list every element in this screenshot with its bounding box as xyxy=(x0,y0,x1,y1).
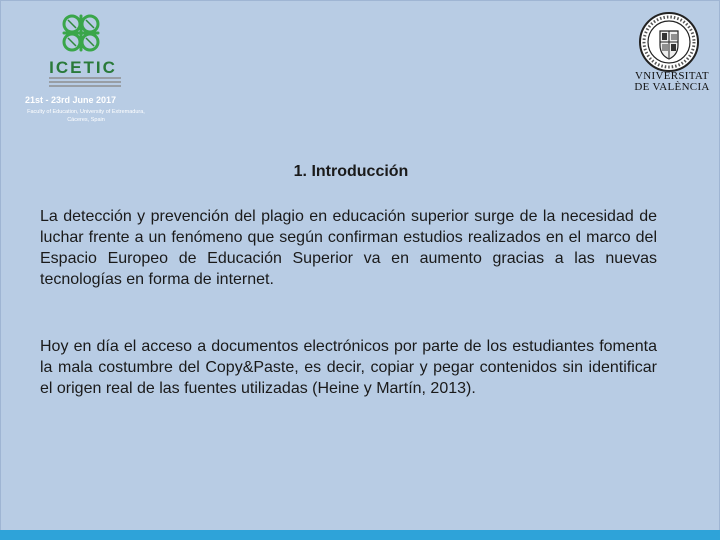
conference-place: Faculty of Education, University of Extremadura, Cáceres, Spain xyxy=(27,109,145,123)
icetic-logo xyxy=(13,11,153,121)
university-logo xyxy=(633,11,711,97)
paragraph-1: La detección y prevención del plagio en educación superior surge de la necesidad de luchar frente a un fenómeno que según confirman estudios realizados en el marco del Espacio Europeo de Educación Superior va en aumento gracias a las nuevas tecnologías en forma de internet. xyxy=(40,208,657,288)
logo-name: ICETIC xyxy=(49,58,117,77)
conference-dates: 21st - 23rd June 2017 xyxy=(25,95,117,105)
university-name-line1: VNIVERSITAT xyxy=(635,70,709,82)
logo-tagline-lines xyxy=(49,77,121,87)
university-name xyxy=(633,71,711,93)
section-title: 1. Introducción xyxy=(293,163,409,180)
university-seal-icon xyxy=(638,11,700,73)
bottom-accent-bar xyxy=(0,530,720,540)
paragraph-2: Hoy en día el acceso a documentos electrónicos por parte de los estudiantes fomenta la mala costumbre del Copy&Paste, es decir, copiar y pegar contenidos sin identificar el origen real de las fuentes utilizadas (Heine y Martín, 2013). xyxy=(40,338,657,397)
university-name-line2: DE VALÈNCIA xyxy=(634,81,710,93)
celtic-knot-icon xyxy=(59,11,103,55)
